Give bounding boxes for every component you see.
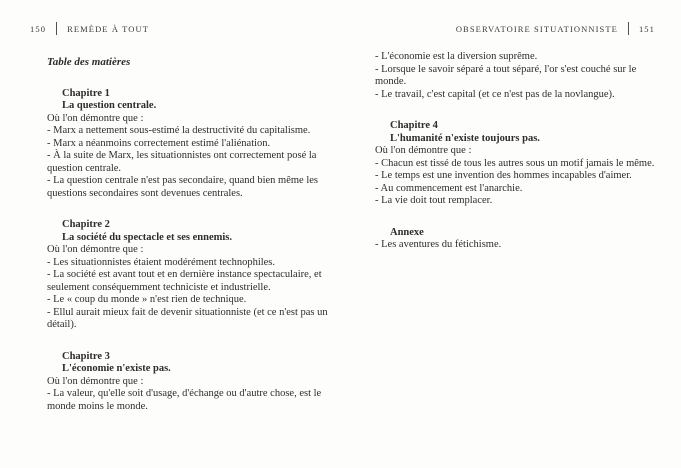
- annexe-label: Annexe: [390, 226, 424, 238]
- toc-item: - La vie doit tout remplacer.: [375, 195, 493, 206]
- left-running-title: REMÈDE À TOUT: [67, 23, 150, 34]
- chapter-3-title: L'économie n'existe pas.: [62, 363, 171, 374]
- section-annexe: [375, 227, 663, 252]
- chapter-3-label: Chapitre 3: [62, 350, 110, 362]
- header-divider-left: [56, 22, 57, 35]
- toc-item: - La question centrale n'est pas secondaire, quand bien même les questions secondaires sont devenues centrales.: [47, 175, 319, 199]
- toc-item: - Marx a nettement sous-estimé la destructivité du capitalisme.: [47, 125, 311, 136]
- right-running-title: OBSERVATOIRE SITUATIONNISTE: [455, 23, 618, 34]
- chapter-2-title: La société du spectacle et ses ennemis.: [62, 231, 233, 243]
- right-page-column: [375, 51, 663, 252]
- left-page-header: [30, 22, 149, 35]
- chapter-3-continuation: [375, 51, 663, 101]
- toc-item: - Lorsque le savoir séparé a tout séparé, l'or s'est couché sur le monde.: [375, 63, 637, 87]
- header-divider-right: [628, 22, 629, 35]
- section-chapitre-1: [47, 88, 340, 201]
- toc-item: - La valeur, qu'elle soit d'usage, d'échange ou d'autre chose, est le monde moins le monde.: [47, 388, 322, 412]
- chapter-2-intro: Où l'on démontre que :: [47, 244, 144, 255]
- toc-item: - La société est avant tout et en dernière instance spectaculaire, et seulement conséquemment techniciste et industrielle.: [47, 269, 322, 293]
- chapter-1-intro: Où l'on démontre que :: [47, 112, 144, 124]
- toc-item: - Le travail, c'est capital (et ce n'est pas de la novlangue).: [375, 88, 615, 100]
- toc-item: - Les aventures du fétichisme.: [375, 239, 502, 250]
- chapter-1-title: La question centrale.: [62, 100, 157, 111]
- toc-item: - L'économie est la diversion suprême.: [375, 51, 538, 62]
- toc-item: - À la suite de Marx, les situationnistes ont correctement posé la question centrale.: [47, 150, 317, 174]
- right-page-header: [456, 22, 655, 35]
- section-chapitre-2: [47, 219, 340, 332]
- toc-item: - Le temps est une invention des hommes incapables d'aimer.: [375, 170, 632, 181]
- chapter-4-intro: Où l'on démontre que :: [375, 145, 472, 156]
- chapter-2-label: Chapitre 2: [62, 219, 110, 230]
- toc-item: - Ellul aurait mieux fait de devenir situationniste (et ce n'est pas un détail).: [47, 306, 328, 330]
- toc-item: - Les situationnistes étaient modérément technophiles.: [47, 256, 276, 268]
- toc-item: - Au commencement est l'anarchie.: [375, 182, 523, 194]
- toc-title: Table des matières: [47, 56, 131, 68]
- left-page-number: 150: [30, 23, 47, 34]
- left-page-column: [47, 56, 340, 413]
- section-chapitre-3: [47, 351, 340, 414]
- chapter-4-title: L'humanité n'existe toujours pas.: [390, 132, 540, 144]
- toc-item: - Chacun est tissé de tous les autres sous un motif jamais le même.: [375, 157, 655, 169]
- toc-item: - Marx a néanmoins correctement estimé l'aliénation.: [47, 137, 271, 149]
- right-page-number: 151: [638, 23, 655, 34]
- chapter-3-intro: Où l'on démontre que :: [47, 375, 144, 387]
- toc-item: - Le « coup du monde » n'est rien de technique.: [47, 294, 247, 305]
- section-chapitre-4: [375, 120, 663, 208]
- chapter-1-label: Chapitre 1: [62, 87, 110, 99]
- chapter-4-label: Chapitre 4: [390, 120, 438, 131]
